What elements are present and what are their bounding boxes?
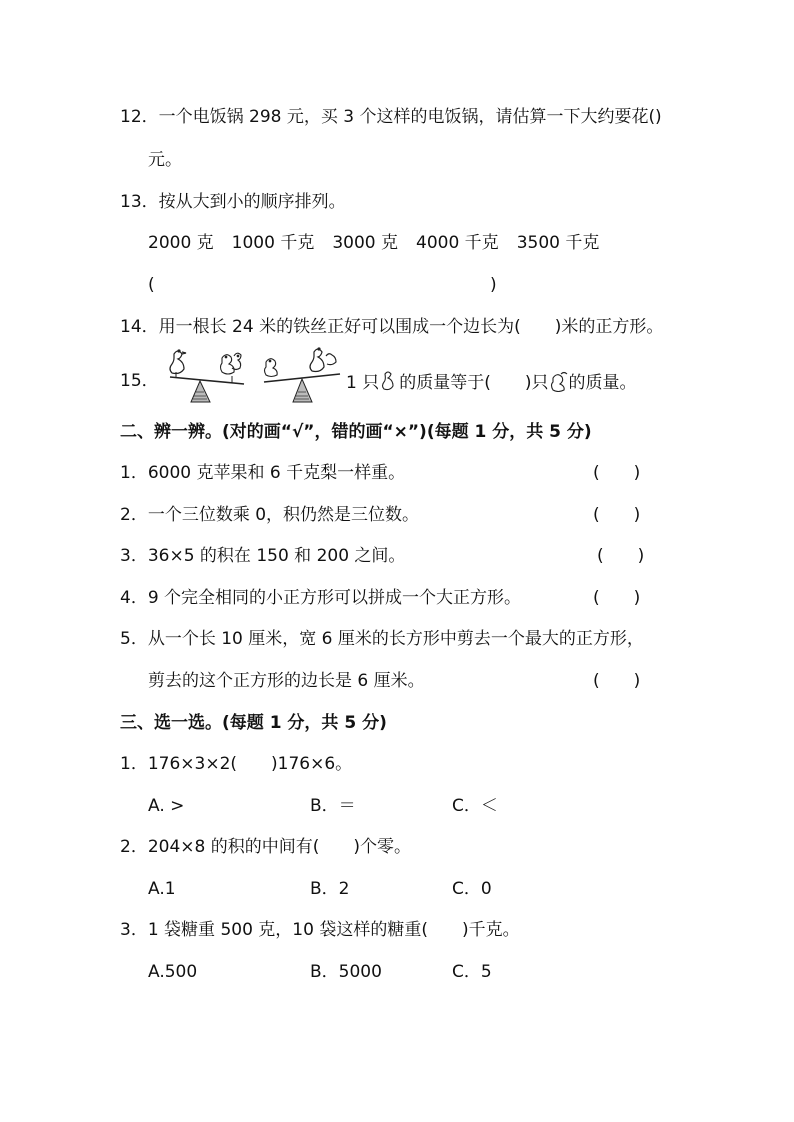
duck-icon [379,370,399,392]
answer-paren: ( ) [593,588,641,608]
q12-close-paren: ) [655,107,662,127]
bird-icon [265,359,278,377]
judge-item: 5．从一个长 10 厘米，宽 6 厘米的长方形中剪去一个最大的正方形， [120,629,644,649]
q15-part2: 的质量等于( )只 [399,373,549,393]
q13-item: 1000 千克 [231,233,315,253]
section3-heading: 三、选一选。(每题 1 分，共 5 分) [120,713,387,733]
duck-icon [170,350,186,374]
q13-item: 4000 千克 [416,233,499,253]
choice-option-c: C．0 [452,879,492,899]
answer-paren: ( ) [593,671,641,691]
judge-item: 2．一个三位数乘 0，积仍然是三位数。 [120,505,420,525]
scale-icon [258,344,348,406]
judge-item-continued: 剪去的这个正方形的边长是 6 厘米。 [148,671,425,691]
choice-option-b: B．5000 [310,962,382,982]
q15-text [346,370,637,394]
q13-answer-close: ) [490,275,497,295]
choice-question: 3．1 袋糖重 500 克，10 袋这样的糖重( )千克。 [120,920,520,940]
choice-option-a: A. > [148,796,185,816]
q15-number: 15． [120,371,159,391]
choice-option-b: B．2 [310,879,350,899]
duck-icon [310,348,336,372]
q13-item: 3500 千克 [516,233,600,253]
choice-question: 2．204×8 的积的中间有( )个零。 [120,837,411,857]
q13-item: 2000 克 [148,233,214,253]
q12-line1: 12．一个电饭锅 298 元，买 3 个这样的电饭锅，请估算一下大约要花( [120,107,656,127]
choice-option-a: A.500 [148,962,198,982]
choice-option-a: A.1 [148,879,176,899]
judge-item: 1．6000 克苹果和 6 千克梨一样重。 [120,463,406,483]
q15-part1: 1 只 [346,373,380,393]
q13-items [148,232,599,254]
q12-line2: 元。 [148,150,182,170]
judge-item: 4．9 个完全相同的小正方形可以拼成一个大正方形。 [120,588,522,608]
q13-item: 3000 克 [332,233,399,253]
q14-text: 14．用一根长 24 米的铁丝正好可以围成一个边长为( )米的正方形。 [120,317,664,337]
choice-question: 1．176×3×2( )176×6。 [120,754,353,774]
answer-paren: ( ) [593,463,641,483]
section2-heading: 二、辨一辨。(对的画“√”，错的画“×”)(每题 1 分，共 5 分) [120,422,592,442]
choice-option-b: B．＝ [310,796,356,816]
answer-paren: ( ) [597,546,645,566]
bird-icon [221,353,242,374]
choice-option-c: C．＜ [452,796,498,816]
q13-answer-open: ( [148,275,155,295]
scale-icon [160,344,250,406]
bird-icon [549,370,569,392]
judge-item: 3．36×5 的积在 150 和 200 之间。 [120,546,406,566]
answer-paren: ( ) [593,505,641,525]
q15-part3: 的质量。 [568,373,637,393]
choice-option-c: C．5 [452,962,492,982]
q13-title: 13．按从大到小的顺序排列。 [120,192,346,212]
